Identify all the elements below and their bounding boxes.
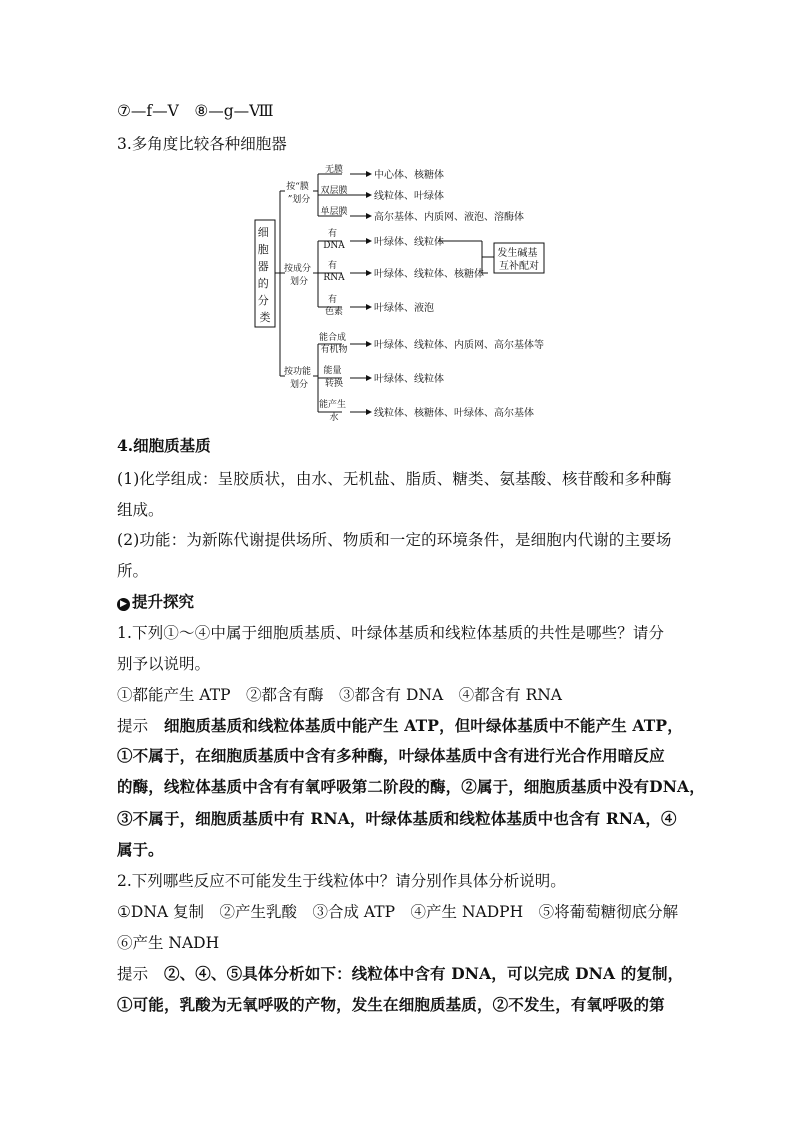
value-double-membrane: 线粒体、叶绿体 [374, 191, 444, 202]
value-no-membrane: 中心体、核糖体 [374, 170, 444, 181]
value-has-dna: 叶绿体、线粒体 [374, 237, 444, 248]
key-produce-water: 能产生 水 [319, 400, 347, 423]
key-no-membrane: 无膜 [324, 165, 344, 175]
question-2-options2: ⑥产生 NADH [117, 934, 220, 952]
hint-label: 提示 [117, 965, 149, 983]
paragraph-composition-line1: (1)化学组成：呈胶质状，由水、无机盐、脂质、糖类、氨基酸、核苷酸和多种酶 [117, 470, 672, 488]
paragraph-function-line1: (2)功能：为新陈代谢提供场所、物质和一定的环境条件，是细胞内代谢的主要场 [117, 531, 672, 549]
question-1-answer-line1 [117, 716, 683, 736]
base-pairing-note: 发生碱基 互补配对 [497, 248, 539, 272]
value-single-membrane: 高尔基体、内质网、液泡、溶酶体 [374, 212, 524, 223]
key-single-membrane: 单层膜 [320, 207, 348, 217]
paragraph-function-line2: 所。 [117, 562, 149, 580]
tsjt-label: 提升探究 [132, 592, 195, 611]
value-produce-water: 线粒体、核糖体、叶绿体、高尔基体 [374, 408, 534, 419]
answer-text: ②、④、⑤具体分析如下：线粒体中含有 DNA，可以完成 DNA 的复制， [148, 964, 684, 983]
group3-label: 按功能 划分 [284, 367, 312, 390]
group1-label: 按“膜 ”划分 [286, 182, 311, 205]
key-double-membrane: 双层膜 [320, 186, 348, 196]
hint-label: 提示 [117, 717, 149, 735]
value-energy-conversion: 叶绿体、线粒体 [374, 374, 444, 385]
section-4-title: 4.细胞质基质 [117, 436, 211, 455]
question-1-answer-line4: ③不属于，细胞质基质中有 RNA，叶绿体基质和线粒体基质中也含有 RNA，④ [117, 809, 677, 828]
question-2-answer-line2: ①可能，乳酸为无氧呼吸的产物，发生在细胞质基质，②不发生，有氧呼吸的第 [117, 995, 665, 1014]
key-has-rna: 有 RNA [323, 261, 345, 283]
key-energy-conversion: 能量 转换 [323, 366, 344, 389]
root-label: 细 胞 器 的 分 类 [257, 226, 271, 324]
play-circle-icon: ▶ [117, 598, 130, 611]
question-1-answer-line3: 的酶，线粒体基质中含有有氧呼吸第二阶段的酶，②属于，细胞质基质中没有DNA， [117, 777, 705, 796]
section-3-title: 3.多角度比较各种细胞器 [117, 135, 287, 153]
question-1-line1: 1.下列①～④中属于细胞质基质、叶绿体基质和线粒体基质的共性是哪些？请分 [117, 624, 665, 642]
value-has-rna: 叶绿体、线粒体、核糖体 [374, 269, 484, 280]
question-1-answer-line2: ①不属于，在细胞质基质中含有多种酶，叶绿体基质中含有进行光合作用暗反应 [117, 746, 665, 765]
question-2-answer-line1 [117, 964, 683, 984]
value-synthesize-organics: 叶绿体、线粒体、内质网、高尔基体等 [374, 340, 544, 351]
question-1-line2: 别予以说明。 [117, 655, 211, 673]
key-synthesize-organics: 能合成 有机物 [319, 333, 348, 355]
answer-text: 细胞质基质和线粒体基质中能产生 ATP，但叶绿体基质中不能产生 ATP， [148, 716, 683, 735]
organelle-classification-diagram [250, 160, 550, 430]
question-1-options: ①都能产生 ATP ②都含有酶 ③都含有 DNA ④都含有 RNA [117, 686, 563, 704]
key-has-dna: 有 DNA [323, 229, 345, 251]
question-2-options1: ①DNA 复制 ②产生乳酸 ③合成 ATP ④产生 NADPH ⑤将葡萄糖彻底分解 [117, 903, 679, 921]
question-2-line1: 2.下列哪些反应不可能发生于线粒体中？请分别作具体分析说明。 [117, 872, 566, 890]
paragraph-composition-line2: 组成。 [117, 501, 164, 519]
group2-label: 按成分 划分 [284, 264, 312, 287]
value-has-pigment: 叶绿体、液泡 [374, 303, 434, 314]
key-has-pigment: 有 色素 [324, 295, 344, 317]
answer-line: ⑦—f—Ⅴ ⑧—g—Ⅷ [117, 102, 274, 120]
question-1-answer-line5: 属于。 [117, 840, 164, 859]
tsjt-heading [117, 592, 194, 612]
